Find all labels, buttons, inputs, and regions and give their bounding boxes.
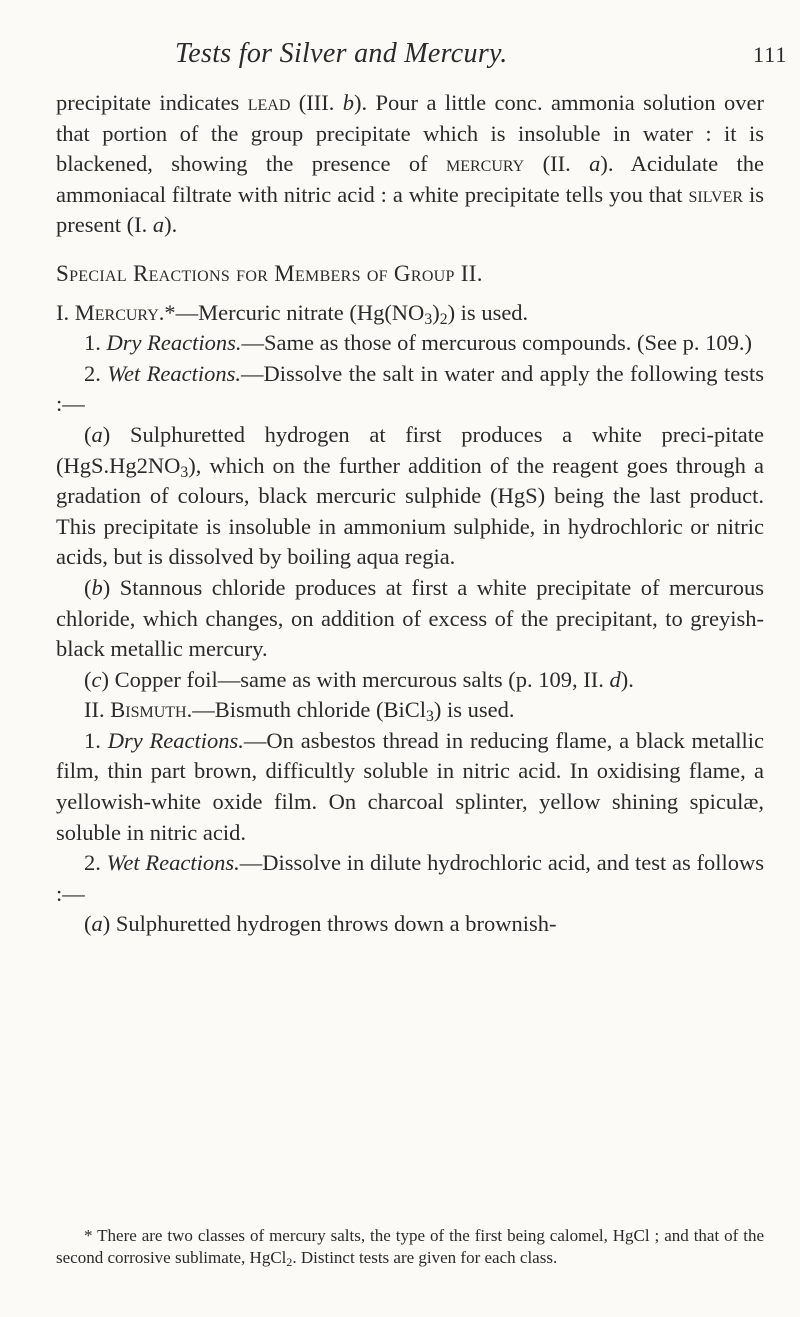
bismuth-wet-reactions: 2. Wet Reactions.—Dissolve in dilute hydrochloric acid, and test as follows :— — [56, 850, 765, 906]
footnote-text: * There are two classes of mercury salts, the type of the first being calomel, HgCl ; and that of the second corrosive sublimate, HgCl$_2$. Distinct tests are given for each class. — [56, 1226, 764, 1269]
mercury-test-a: (a) Sulphuretted hydrogen at first produces a white preci-pitate $(HgS.Hg2NO_3)$, which on the further addition of the reagent goes through a gradation of colours, black mercuric sulphide (HgS) being the last product. This precipitate is insoluble in ammonium sulphide, in hydrochloric or nitric acids, but is dissolved by boiling aqua regia. — [56, 421, 764, 570]
mercury-wet-reactions: 2. Wet Reactions.—Dissolve the salt in water and apply the following tests :— — [56, 360, 764, 417]
running-title: Tests for Silver and Mercury. — [175, 38, 508, 69]
body-text — [56, 88, 764, 940]
mercury-heading: I. Mercury.*—Mercuric nitrate $(Hg(NO_3)_2)$ is used. — [56, 299, 529, 328]
bismuth-dry-reactions: 1. Dry Reactions.—On asbestos thread in reducing flame, a black metallic film, thin part brown, difficultly soluble in nitric acid. In oxidising flame, a yellowish-white oxide film. On charcoal splinter, yellow shining spiculæ, soluble in nitric acid. — [56, 727, 765, 845]
mercury-test-b: (b) Stannous chloride produces at first a white precipitate of mercurous chloride, which changes, on addition of excess of the precipitant, to greyish-black metallic mercury. — [56, 574, 764, 662]
page-header — [0, 38, 800, 78]
section-heading: Special Reactions for Members of Group II. — [56, 260, 483, 286]
mercury-dry-reactions: 1. Dry Reactions.—Same as those of mercurous compounds. (See p. 109.) — [84, 330, 752, 356]
bismuth-test-a: (a) Sulphuretted hydrogen throws down a brownish- — [84, 911, 557, 937]
footnote — [56, 1225, 764, 1269]
bismuth-heading: II. Bismuth.—Bismuth chloride (BiCl$_3$) is used. — [84, 697, 515, 726]
page-number: 111 — [753, 42, 788, 67]
intro-paragraph: precipitate indicates lead (III. b). Pour a little conc. ammonia solution over that portion of the group precipitate which is insoluble in water : it is blackened, showing the presence of mercury (II. a). Acidulate the ammoniacal filtrate with nitric acid : a white precipitate tells you that silver is present (I. a). — [56, 90, 765, 238]
mercury-test-c: (c) Copper foil—same as with mercurous salts (p. 109, II. d). — [84, 666, 634, 692]
